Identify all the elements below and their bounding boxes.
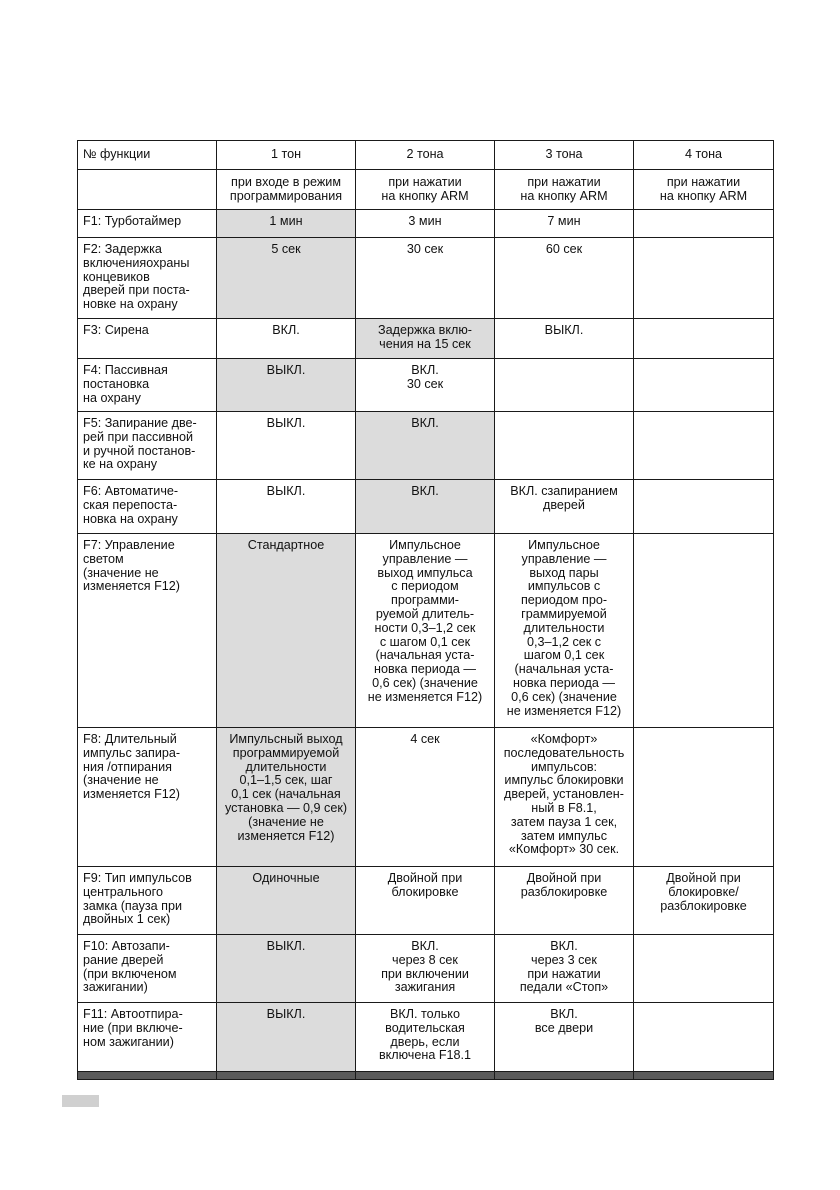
header-tone-2: 2 тона: [356, 141, 495, 170]
table-row: [78, 534, 774, 728]
table-row: [78, 238, 774, 319]
tone-1-cell: 5 сек: [217, 238, 356, 319]
tone-4-cell: [634, 238, 774, 319]
tone-4-cell: Двойной при блокировке/ разблокировке: [634, 867, 774, 935]
tone-3-cell: Двойной при разблокировке: [495, 867, 634, 935]
page-number-tab: [62, 1095, 99, 1107]
tone-4-cell: [634, 534, 774, 728]
tone-1-cell: ВЫКЛ.: [217, 935, 356, 1003]
tone-3-cell: ВКЛ. сзапиранием дверей: [495, 480, 634, 534]
header-tone-3: 3 тона: [495, 141, 634, 170]
tone-3-cell: [495, 359, 634, 412]
tone-2-cell: Импульсное управление — выход импульса с периодом программи- руемой длитель- ности 0,3–1,2 сек с шагом 0,1 сек (начальная уста- новка периода — 0,6 сек) (значение не изменяется F12): [356, 534, 495, 728]
tone-1-cell: ВКЛ.: [217, 319, 356, 359]
header-row: [78, 141, 774, 170]
tone-2-cell: ВКЛ. 30 сек: [356, 359, 495, 412]
function-name-cell: F9: Тип импульсов центрального замка (пауза при двойных 1 сек): [78, 867, 217, 935]
subheader-tone-2: при нажатии на кнопку ARM: [356, 170, 495, 210]
tone-3-cell: ВЫКЛ.: [495, 319, 634, 359]
function-name-cell: F4: Пассивная постановка на охрану: [78, 359, 217, 412]
tone-2-cell: ВКЛ. только водительская дверь, если включена F18.1: [356, 1003, 495, 1072]
tone-2-cell: Двойной при блокировке: [356, 867, 495, 935]
tone-3-cell: Импульсное управление — выход пары импульсов с периодом про- граммируемой длительности 0,3–1,2 сек с шагом 0,1 сек (начальная уста- новка периода — 0,6 сек) (значение не изменяется F12): [495, 534, 634, 728]
table-row: [78, 1003, 774, 1072]
tone-4-cell: [634, 210, 774, 238]
tone-4-cell: [634, 935, 774, 1003]
subheader-tone-1: при входе в режим программирования: [217, 170, 356, 210]
footer-cell: [495, 1072, 634, 1080]
header-tone-4: 4 тона: [634, 141, 774, 170]
function-name-cell: F11: Автоотпира- ние (при включе- ном зажигании): [78, 1003, 217, 1072]
header-tone-1: 1 тон: [217, 141, 356, 170]
tone-1-cell: Стандартное: [217, 534, 356, 728]
header-function-number: № функции: [78, 141, 217, 170]
tone-1-cell: ВЫКЛ.: [217, 1003, 356, 1072]
table-footer-bar: [78, 1072, 774, 1080]
tone-1-cell: 1 мин: [217, 210, 356, 238]
table-row: [78, 728, 774, 867]
tone-2-cell: 30 сек: [356, 238, 495, 319]
tone-2-cell: ВКЛ.: [356, 480, 495, 534]
subheader-tone-4: при нажатии на кнопку ARM: [634, 170, 774, 210]
function-name-cell: F8: Длительный импульс запира- ния /отпирания (значение не изменяется F12): [78, 728, 217, 867]
table-row: [78, 935, 774, 1003]
function-name-cell: F5: Запирание две- рей при пассивной и ручной постанов- ке на охрану: [78, 412, 217, 480]
tone-4-cell: [634, 728, 774, 867]
function-name-cell: F7: Управление светом (значение не изменяется F12): [78, 534, 217, 728]
tone-1-cell: ВЫКЛ.: [217, 480, 356, 534]
tone-3-cell: 60 сек: [495, 238, 634, 319]
tone-2-cell: ВКЛ. через 8 сек при включении зажигания: [356, 935, 495, 1003]
function-settings-table: [77, 140, 774, 1080]
tone-4-cell: [634, 412, 774, 480]
table-row: [78, 319, 774, 359]
tone-2-cell: ВКЛ.: [356, 412, 495, 480]
subheader-tone-3: при нажатии на кнопку ARM: [495, 170, 634, 210]
footer-cell: [217, 1072, 356, 1080]
tone-3-cell: ВКЛ. через 3 сек при нажатии педали «Стоп»: [495, 935, 634, 1003]
table-row: [78, 359, 774, 412]
tone-4-cell: [634, 480, 774, 534]
table-row: [78, 480, 774, 534]
function-name-cell: F6: Автоматиче- ская перепоста- новка на охрану: [78, 480, 217, 534]
tone-2-cell: Задержка вклю- чения на 15 сек: [356, 319, 495, 359]
tone-3-cell: 7 мин: [495, 210, 634, 238]
footer-cell: [634, 1072, 774, 1080]
tone-4-cell: [634, 359, 774, 412]
footer-cell: [78, 1072, 217, 1080]
tone-4-cell: [634, 319, 774, 359]
table-row: [78, 210, 774, 238]
tone-1-cell: ВЫКЛ.: [217, 412, 356, 480]
tone-2-cell: 3 мин: [356, 210, 495, 238]
tone-3-cell: [495, 412, 634, 480]
tone-3-cell: ВКЛ. все двери: [495, 1003, 634, 1072]
tone-3-cell: «Комфорт» последовательность импульсов: импульс блокировки дверей, установлен- ный в F8.1, затем пауза 1 сек, затем импульс «Комфорт» 30 сек.: [495, 728, 634, 867]
function-name-cell: F10: Автозапи- рание дверей (при включеном зажигании): [78, 935, 217, 1003]
tone-1-cell: ВЫКЛ.: [217, 359, 356, 412]
function-name-cell: F1: Турботаймер: [78, 210, 217, 238]
function-name-cell: F3: Сирена: [78, 319, 217, 359]
footer-cell: [356, 1072, 495, 1080]
tone-2-cell: 4 сек: [356, 728, 495, 867]
table-row: [78, 412, 774, 480]
function-name-cell: F2: Задержка включенияохраны концевиков дверей при поста- новке на охрану: [78, 238, 217, 319]
table-row: [78, 867, 774, 935]
subheader-row: [78, 170, 774, 210]
subheader-empty: [78, 170, 217, 210]
tone-1-cell: Одиночные: [217, 867, 356, 935]
table-body: [78, 141, 774, 1080]
tone-1-cell: Импульсный выход программируемой длительности 0,1–1,5 сек, шаг 0,1 сек (начальная установка — 0,9 сек) (значение не изменяется F12): [217, 728, 356, 867]
tone-4-cell: [634, 1003, 774, 1072]
